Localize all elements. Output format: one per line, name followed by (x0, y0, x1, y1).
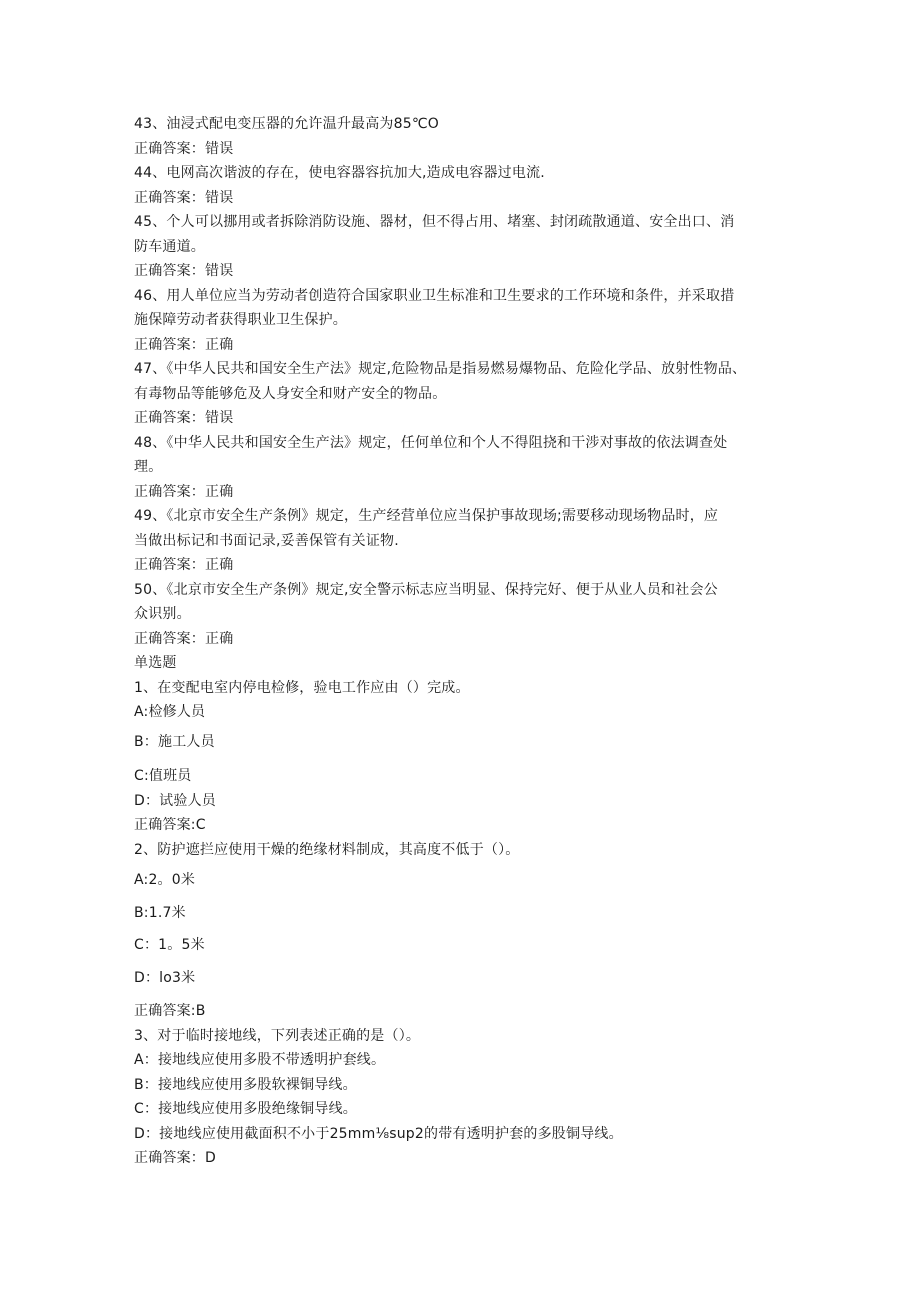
tf-question-46 (134, 284, 794, 358)
question-text: 44、电网高次谐波的存在，使电容器容抗加大,造成电容器过电流. (134, 165, 545, 181)
question-text-cont: 众识别。 (134, 606, 191, 622)
option-a: A:检修人员 (134, 704, 206, 720)
question-text-cont: 有毒物品等能够危及人身安全和财产安全的物品。 (134, 385, 447, 402)
question-text: 43、油浸式配电变压器的允许温升最高为85℃O (134, 116, 439, 132)
option-b: B：施工人员 (134, 733, 215, 750)
question-text: 47、《中华人民共和国安全生产法》规定,危险物品是指易燃易爆物品、危险化学品、放射性物品、 (134, 361, 747, 377)
question-text-cont: 施保障劳动者获得职业卫生保护。 (134, 312, 347, 328)
question-text: 50、《北京市安全生产条例》规定,安全警示标志应当明显、保持完好、便于从业人员和社会公 (134, 581, 718, 598)
option-d: D：试验人员 (134, 792, 216, 809)
question-text: 2、防护遮拦应使用干燥的绝缘材料制成，其高度不低于（）。 (134, 841, 520, 858)
answer-text: 正确答案:C (134, 817, 206, 833)
answer-text: 正确答案：正确 (134, 336, 234, 353)
mc-question-2 (134, 838, 794, 1024)
tf-question-45 (134, 210, 794, 284)
answer-text: 正确答案：正确 (134, 483, 234, 500)
answer-text: 正确答案：错误 (134, 189, 234, 206)
tf-question-44 (134, 161, 794, 210)
option-d: D：lo3米 (134, 969, 196, 986)
answer-text: 正确答案：错误 (134, 140, 234, 157)
tf-question-43 (134, 112, 794, 161)
answer-text: 正确答案:B (134, 1003, 206, 1019)
tf-question-47 (134, 357, 794, 431)
answer-text: 正确答案：错误 (134, 263, 234, 279)
option-c: C:值班员 (134, 768, 192, 784)
answer-text: 正确答案：正确 (134, 630, 234, 647)
option-b: B:1.7米 (134, 904, 186, 921)
question-text: 3、对于临时接地线，下列表述正确的是（）。 (134, 1027, 421, 1044)
tf-question-50 (134, 578, 794, 652)
tf-question-49 (134, 504, 794, 578)
option-d: D：接地线应使用截面积不小于25mm⅛sup2的带有透明护套的多股铜导线。 (134, 1125, 623, 1142)
answer-text: 正确答案：错误 (134, 410, 234, 426)
option-a: A:2。0米 (134, 872, 196, 888)
section-title: 单选题 (134, 655, 177, 671)
question-text-cont: 防车通道。 (134, 238, 205, 255)
question-text: 45、个人可以挪用或者拆除消防设施、器材，但不得占用、堵塞、封闭疏散通道、安全出口、消 (134, 214, 735, 230)
tf-question-48 (134, 431, 794, 505)
option-c: C：接地线应使用多股绝缘铜导线。 (134, 1101, 357, 1117)
mc-question-3 (134, 1024, 794, 1171)
question-text-cont: 理。 (134, 459, 163, 475)
document-page (134, 112, 794, 1171)
option-c: C：1。5米 (134, 937, 205, 953)
question-text: 49、《北京市安全生产条例》规定，生产经营单位应当保护事故现场;需要移动现场物品时，应 (134, 508, 719, 524)
question-text: 48、《中华人民共和国安全生产法》规定，任何单位和个人不得阻挠和干涉对事故的依法调查处 (134, 434, 728, 451)
answer-text: 正确答案：D (134, 1150, 216, 1166)
option-b: B：接地线应使用多股软裸铜导线。 (134, 1076, 357, 1093)
question-text: 46、用人单位应当为劳动者创造符合国家职业卫生标准和卫生要求的工作环境和条件，并采取措 (134, 287, 735, 304)
question-text-cont: 当做出标记和书面记录,妥善保管有关证物. (134, 532, 399, 549)
answer-text: 正确答案：正确 (134, 557, 234, 573)
option-a: A：接地线应使用多股不带透明护套线。 (134, 1052, 386, 1068)
mc-question-1 (134, 676, 794, 838)
question-text: 1、在变配电室内停电检修，验电工作应由（）完成。 (134, 679, 470, 696)
